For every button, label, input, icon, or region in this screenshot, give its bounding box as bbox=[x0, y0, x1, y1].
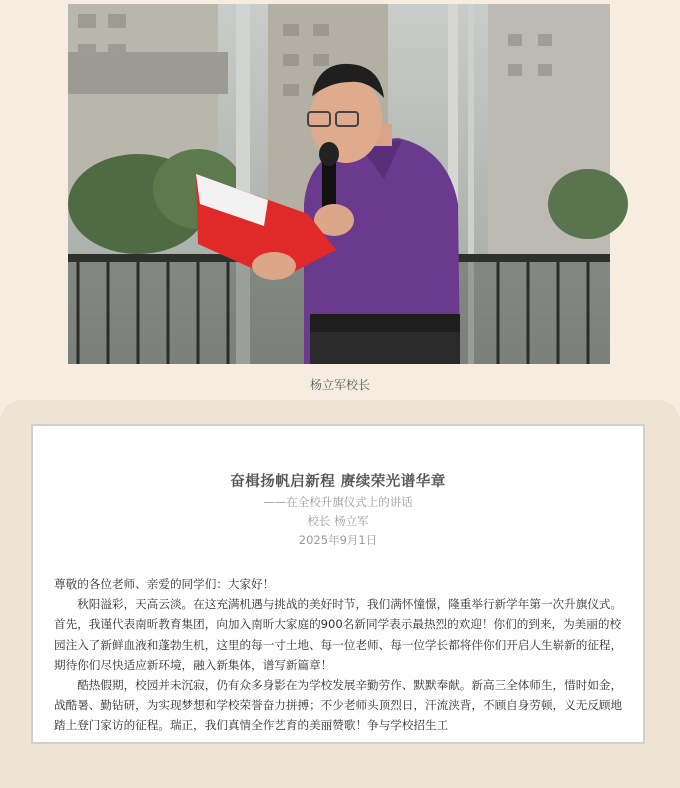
article-author: 校长 杨立军 bbox=[307, 514, 369, 528]
article-card bbox=[31, 424, 645, 744]
article-date: 2025年9月1日 bbox=[298, 533, 378, 547]
paragraph: 秋阳溢彩，天高云淡。在这充满机遇与挑战的美好时节，我们满怀憧憬，隆重举行新学年第一次升旗仪式。首先，我谨代表南昕教育集团，向加入南昕大家庭的900名新同学表示最热烈的欢迎！你们的到来，为美丽的校园注入了新鲜血液和蓬勃生机，这里的每一寸土地、每一位老师、每一位学长都将伴你们开启人生崭新的征程，期待你们尽快适应新环境，融入新集体，谱写新篇章！ bbox=[54, 597, 623, 672]
photo-caption: 杨立军校长 bbox=[309, 378, 370, 392]
greeting: 尊敬的各位老师、亲爱的同学们：大家好！ bbox=[54, 577, 275, 591]
paragraph: 酷热假期，校园并未沉寂，仍有众多身影在为学校发展辛勤劳作、默默奉献。新高三全体师生，惜时如金，战酷暑、勤钻研，为实现梦想和学校荣誉奋力拼搏；不少老师头顶烈日，汗流浃背，不顾自身劳顿，义无反顾地踏上登门家访的征程。瑞正，我们真情全作艺育的美丽赞歌！争与学校招生工 bbox=[54, 678, 623, 733]
article-body bbox=[54, 574, 624, 733]
article-subtitle: ——在全校升旗仪式上的讲话 bbox=[263, 495, 413, 509]
article-title: 奋楫扬帆启新程 赓续荣光谱华章 bbox=[230, 474, 446, 490]
speaker-photo bbox=[68, 4, 610, 364]
photo-speaker-icon bbox=[68, 4, 610, 364]
